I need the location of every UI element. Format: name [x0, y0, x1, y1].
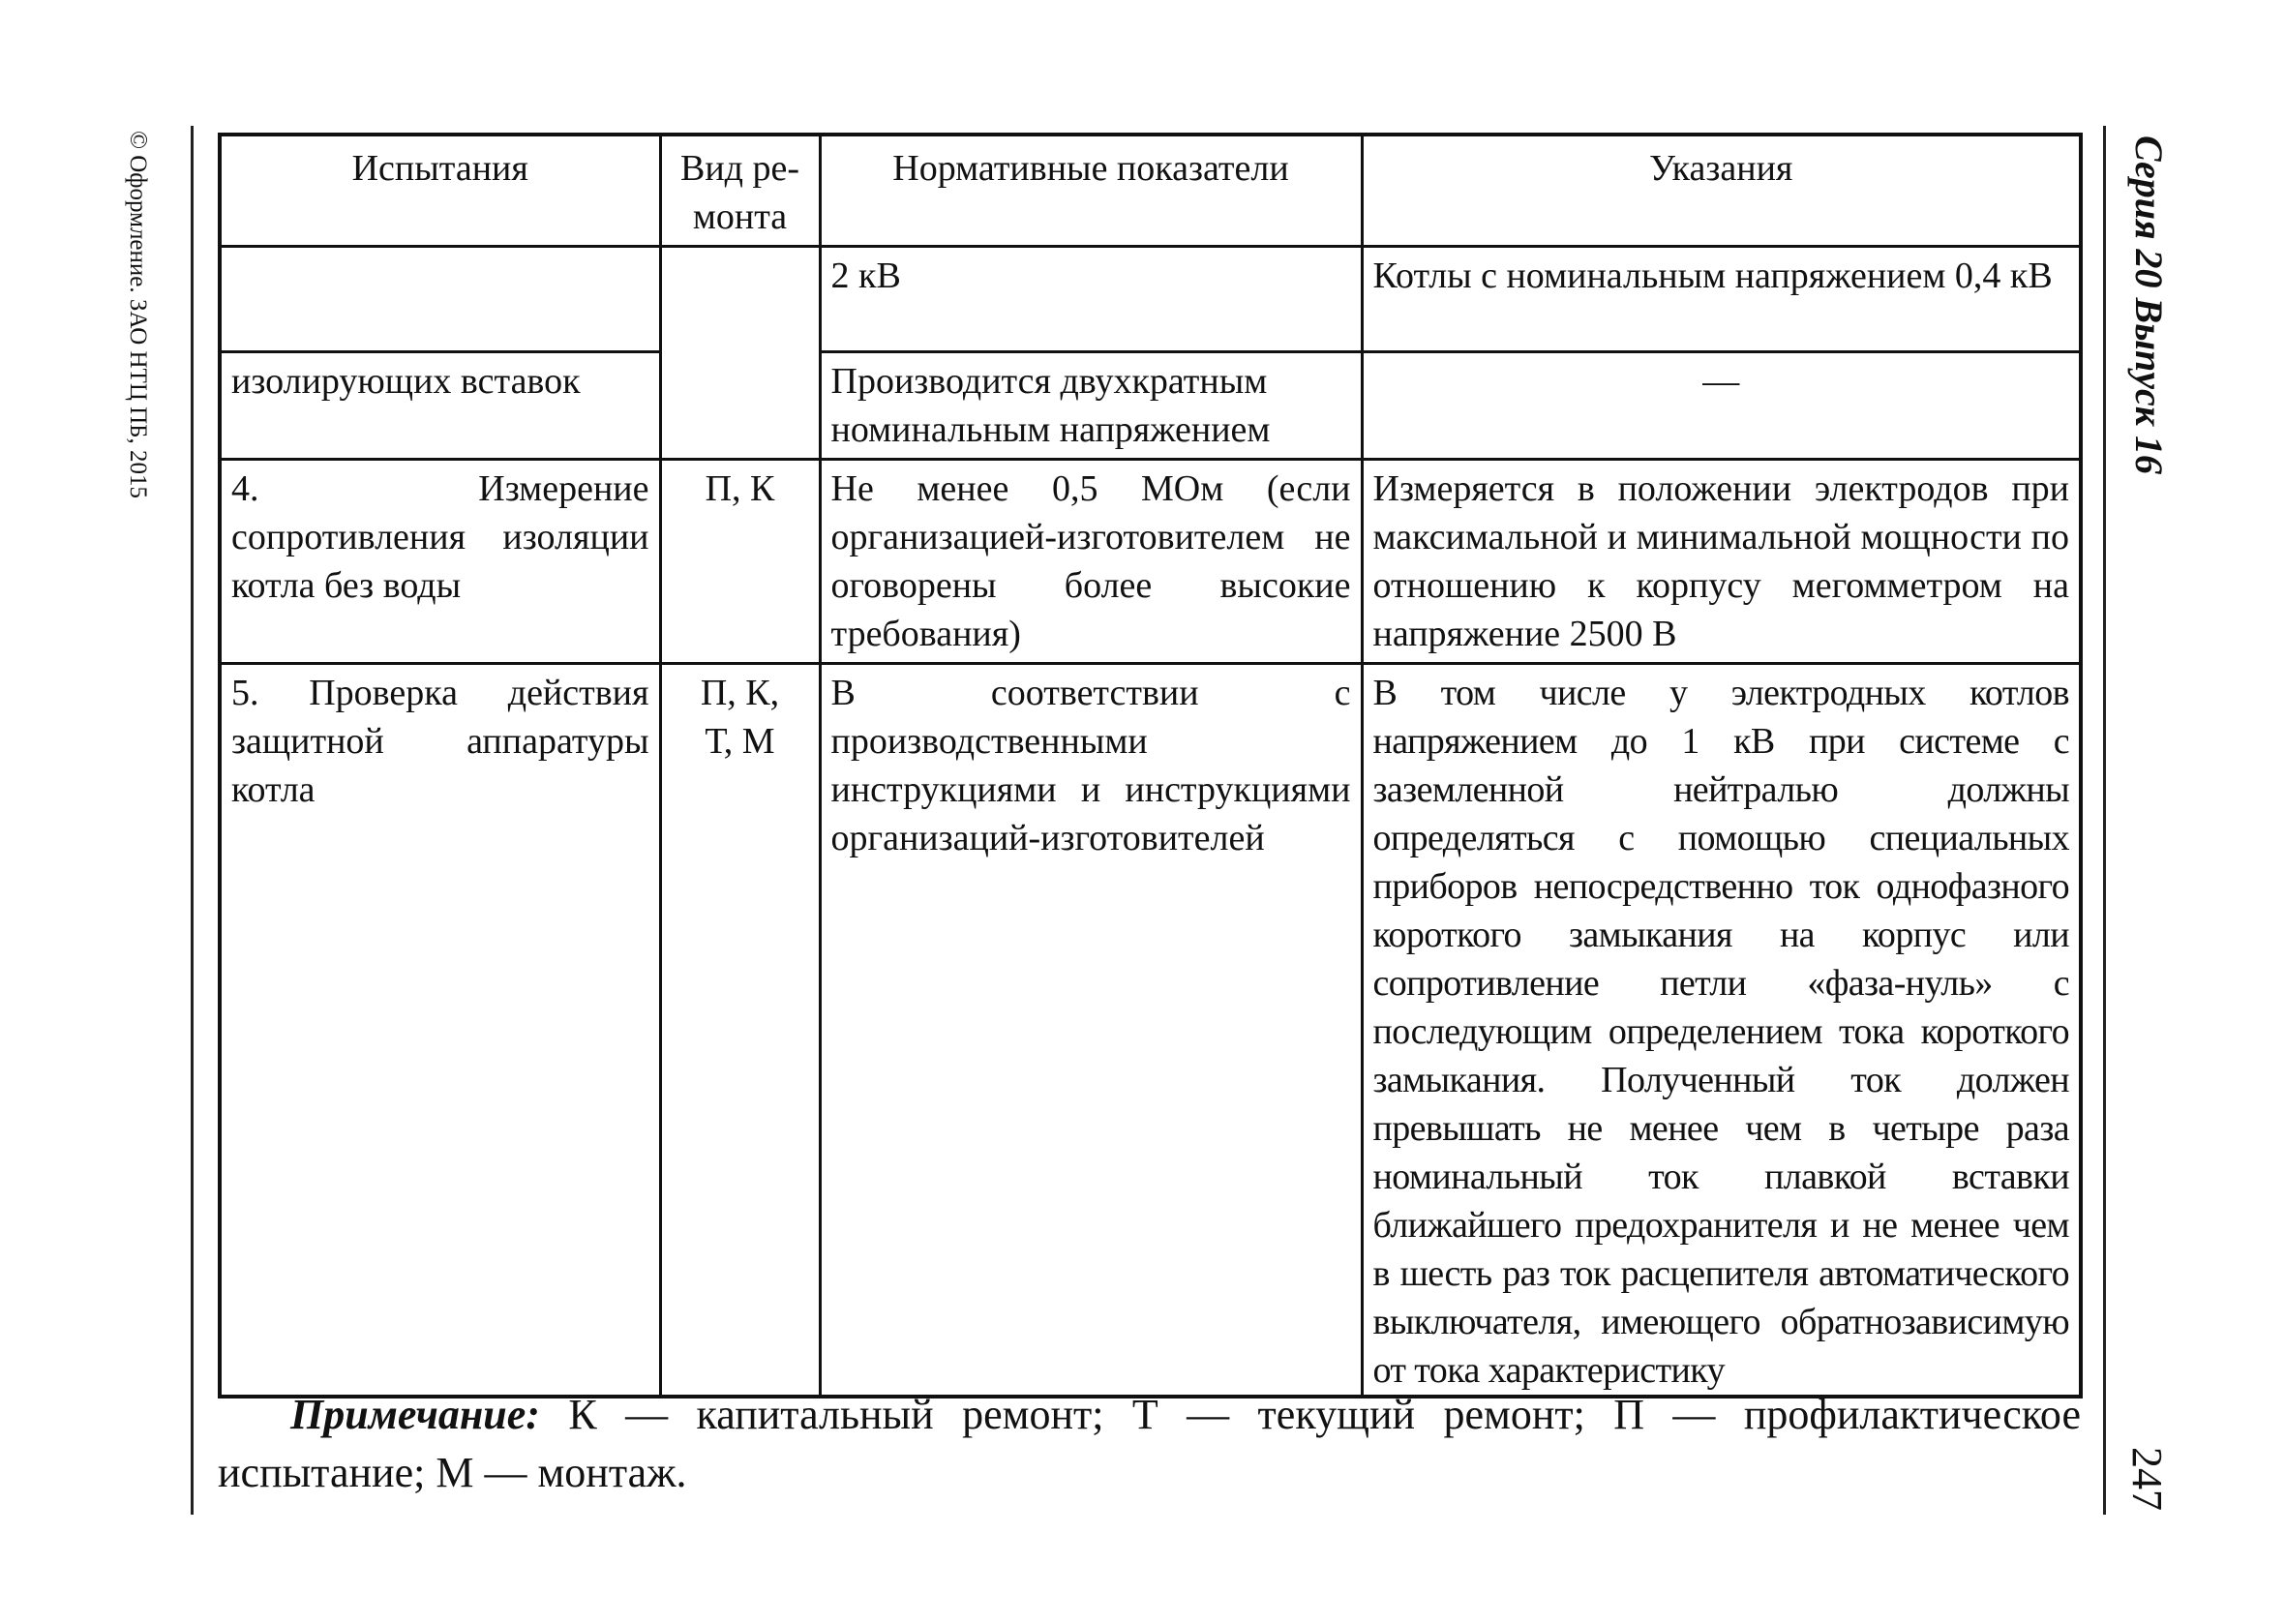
- table-row: [220, 664, 2081, 1398]
- cell-instructions: Измеряется в положении электродов при максимальной и минимальной мощности по отношению к корпусу мегомметром на напряжение 2500 В: [1362, 460, 2081, 664]
- cell-tests: 4. Измерение сопротивления изоляции котла без воды: [220, 460, 660, 664]
- header-repair-type: [660, 135, 820, 247]
- right-margin-rule: [2103, 126, 2106, 1515]
- cell-tests: 5. Проверка действия защитной аппаратуры котла: [220, 664, 660, 1398]
- table-row: [220, 352, 2081, 460]
- page-number: 247: [2123, 1447, 2171, 1511]
- table-header-row: [220, 135, 2081, 247]
- cell-norms: Не менее 0,5 МОм (если организацией-изготовителем не оговорены более высокие требования): [820, 460, 1362, 664]
- cell-repair-type: [660, 664, 820, 1398]
- series-margin-text: Серия 20 Выпуск 16: [2127, 135, 2171, 475]
- tests-table: [218, 133, 2083, 1398]
- cell-instructions: —: [1362, 352, 2081, 460]
- cell-norms: 2 кВ: [820, 247, 1362, 352]
- cell-norms: В соответствии с производственными инструкциями и инструкциями организаций-изготовителей: [820, 664, 1362, 1398]
- copyright-margin-text: © Оформление. ЗАО НТЦ ПБ, 2015: [125, 131, 151, 499]
- header-tests: Испытания: [220, 135, 660, 247]
- left-margin-rule: [191, 126, 194, 1515]
- header-repair-type-text: Вид ре- монта: [679, 148, 800, 237]
- cell-repair-type-text: П, К, Т, М: [700, 673, 780, 762]
- cell-norms: Производится двухкратным номинальным напряжением: [820, 352, 1362, 460]
- header-norms: Нормативные показатели: [820, 135, 1362, 247]
- cell-tests-empty: [220, 247, 660, 352]
- table-note: [218, 1386, 2081, 1502]
- table-row: [220, 460, 2081, 664]
- cell-repair-type: П, К: [660, 460, 820, 664]
- note-label: Примечание:: [290, 1391, 540, 1438]
- cell-repair-empty: [660, 247, 820, 460]
- note-text: К — капитальный ремонт; Т — текущий ремонт; П — профилактическое испытание; М — монтаж.: [218, 1391, 2081, 1496]
- table-row: [220, 247, 2081, 352]
- cell-tests: изолирующих вставок: [220, 352, 660, 460]
- cell-instructions: В том числе у электродных котлов напряжением до 1 кВ при системе с заземленной нейтралью должны определяться с помощью специальных приборов непосредственно ток однофазного короткого замыкания на корпус или сопротивление петли «фаза-нуль» с последующим определением тока короткого замыкания. Полученный ток должен превышать не менее чем в четыре раза номинальный ток плавкой вставки ближайшего предохранителя и не менее чем в шесть раз ток расцепителя автоматического выключателя, имеющего обратнозависимую от тока характеристику: [1362, 664, 2081, 1398]
- header-instructions: Указания: [1362, 135, 2081, 247]
- cell-instructions: Котлы с номинальным напряжением 0,4 кВ: [1362, 247, 2081, 352]
